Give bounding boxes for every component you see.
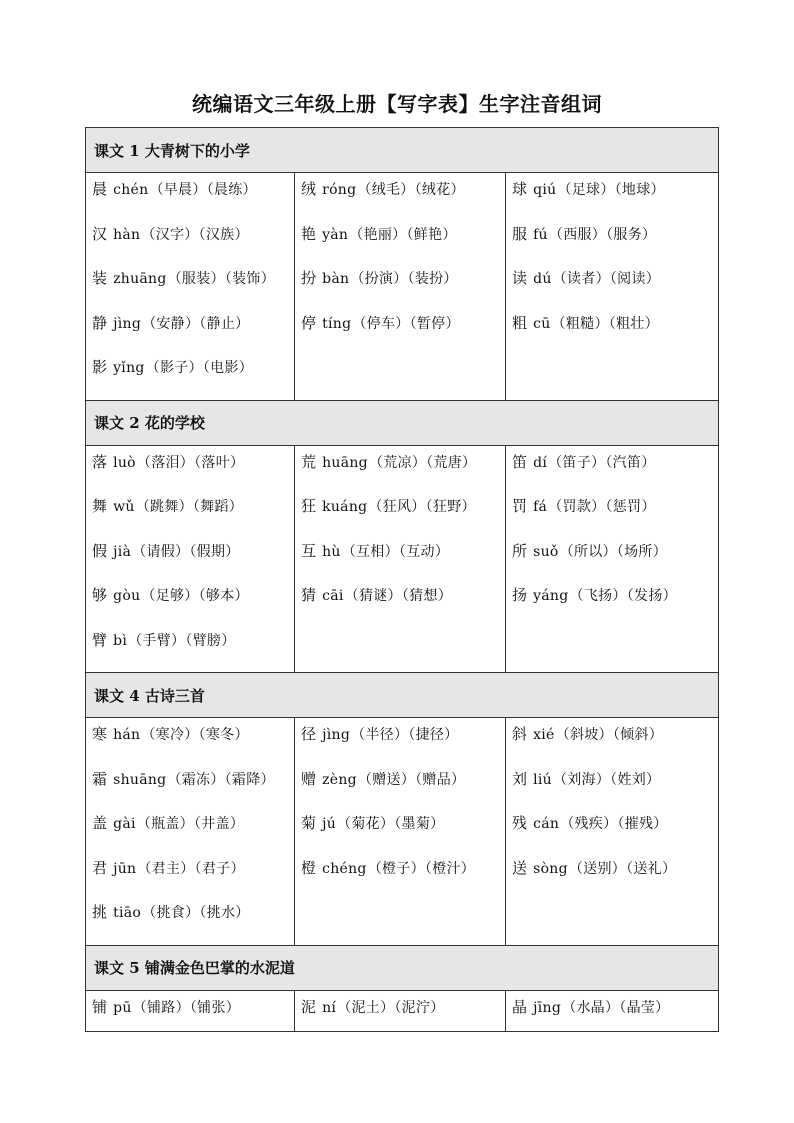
example-words: （送别）（送礼）	[568, 860, 677, 877]
character: 扬	[512, 586, 528, 604]
character: 停	[301, 313, 317, 332]
word-cell	[86, 718, 295, 946]
example-words: （泥土）（泥泞）	[337, 999, 445, 1016]
example-words: （刘海）（姓刘）	[552, 771, 661, 788]
character-entry	[512, 494, 718, 539]
character: 铺	[92, 997, 108, 1016]
example-words: （足够）（够本）	[141, 588, 249, 604]
lesson-body-row	[86, 990, 719, 1031]
example-words: （飞扬）（发扬）	[569, 588, 677, 604]
character-entry	[512, 177, 718, 222]
pinyin: bàn	[322, 271, 350, 287]
character: 够	[92, 586, 108, 604]
word-cell	[506, 990, 719, 1031]
lesson-body-row	[86, 718, 719, 946]
pinyin: kuáng	[322, 499, 368, 515]
pinyin: wǔ	[113, 499, 135, 515]
pinyin: luò	[113, 454, 136, 471]
example-words: （足球）（地球）	[557, 182, 665, 198]
character-entry	[92, 355, 294, 400]
pinyin: dú	[533, 271, 552, 287]
pinyin: ní	[322, 999, 337, 1016]
character-entry	[301, 266, 505, 311]
example-words: （寒冷）（寒冬）	[141, 727, 249, 743]
example-words: （请假）（假期）	[132, 543, 240, 560]
word-cell	[506, 445, 719, 673]
character: 汉	[92, 224, 108, 243]
character: 送	[512, 858, 528, 877]
pinyin: jūn	[113, 860, 137, 877]
lesson-header-row	[86, 673, 719, 718]
word-cell	[506, 173, 719, 401]
character: 互	[301, 541, 317, 560]
character: 罚	[512, 497, 528, 515]
character-entry	[301, 177, 505, 222]
pinyin: hàn	[113, 226, 141, 243]
pinyin: cāi	[322, 588, 344, 604]
example-words: （罚款）（惩罚）	[548, 499, 656, 515]
character-entry	[301, 222, 505, 267]
character-entry	[512, 539, 718, 584]
pinyin: cū	[533, 315, 551, 332]
pinyin: hù	[322, 543, 341, 560]
pinyin: yàn	[322, 226, 349, 243]
character-entry	[301, 811, 505, 856]
character: 扮	[301, 269, 317, 287]
pinyin: shuāng	[113, 771, 167, 788]
character-entry	[92, 583, 294, 628]
character: 猜	[301, 586, 317, 604]
word-cell	[295, 990, 506, 1031]
example-words: （互相）（互动）	[341, 543, 450, 560]
character-entry	[301, 722, 505, 767]
pinyin: liú	[533, 771, 552, 788]
character-entry	[92, 222, 294, 267]
pinyin: róng	[322, 182, 357, 198]
character-entry	[512, 767, 718, 812]
character: 臂	[92, 630, 108, 649]
example-words: （斜坡）（倾斜）	[555, 727, 664, 743]
pinyin: gòu	[113, 588, 141, 604]
pinyin: dí	[533, 454, 548, 471]
example-words: （橙子）（橙汁）	[367, 860, 476, 877]
lesson-heading: 课文 1 大青树下的小学	[86, 128, 719, 173]
character-entry	[301, 583, 505, 628]
example-words: （落泪）（落叶）	[136, 454, 245, 471]
example-words: （瓶盖）（井盖）	[136, 816, 245, 832]
example-words: （绒毛）（绒花）	[357, 182, 465, 198]
page-title: 统编语文三年级上册【写字表】生字注音组词	[192, 92, 602, 116]
example-words: （艳丽）（鲜艳）	[349, 226, 457, 243]
character: 艳	[301, 224, 317, 243]
pinyin: sòng	[533, 860, 568, 877]
character: 径	[301, 725, 317, 743]
lesson-header-row	[86, 945, 719, 990]
character: 静	[92, 313, 108, 332]
example-words: （荒凉）（荒唐）	[368, 454, 477, 471]
character-entry	[92, 767, 294, 812]
example-words: （停车）（暂停）	[352, 315, 460, 332]
example-words: （所以）（场所）	[559, 543, 668, 560]
character-entry	[512, 450, 718, 495]
character: 刘	[512, 769, 528, 788]
example-words: （跳舞）（舞蹈）	[135, 499, 244, 515]
pinyin: fú	[533, 226, 548, 243]
lesson-heading: 课文 4 古诗三首	[86, 673, 719, 718]
example-words: （狂风）（狂野）	[368, 499, 476, 515]
character: 读	[512, 269, 528, 287]
lesson-body-row	[86, 445, 719, 673]
word-cell	[506, 718, 719, 946]
character-entry	[92, 995, 294, 1031]
character: 赠	[301, 769, 317, 788]
character: 盖	[92, 814, 108, 832]
character-entry	[92, 900, 294, 945]
example-words: （手臂）（臂膀）	[128, 632, 236, 649]
character: 狂	[301, 497, 317, 515]
example-words: （挑食）（挑水）	[142, 905, 250, 921]
character: 菊	[301, 814, 317, 832]
character-entry	[512, 856, 718, 901]
character-entry	[512, 722, 718, 767]
character-entry	[301, 856, 505, 901]
character: 假	[92, 541, 108, 560]
example-words: （赠送）（赠品）	[357, 771, 466, 788]
character: 服	[512, 224, 528, 243]
pinyin: jīng	[533, 999, 562, 1016]
pinyin: tiāo	[113, 905, 142, 921]
character-entry	[512, 995, 718, 1031]
word-cell	[86, 173, 295, 401]
example-words: （早晨）（晨练）	[149, 182, 257, 198]
character-entry	[92, 311, 294, 356]
character-entry	[92, 177, 294, 222]
character: 寒	[92, 725, 108, 743]
character: 影	[92, 358, 108, 376]
character-entry	[512, 266, 718, 311]
character: 荒	[301, 452, 317, 471]
pinyin: huāng	[322, 454, 368, 471]
pinyin: fá	[533, 499, 548, 515]
pinyin: qiú	[533, 182, 557, 198]
character: 君	[92, 858, 108, 877]
character-entry	[92, 266, 294, 311]
lesson-heading: 课文 2 花的学校	[86, 400, 719, 445]
character: 所	[512, 541, 528, 560]
character-entry	[301, 995, 505, 1031]
pinyin: zèng	[322, 771, 357, 788]
pinyin: jià	[113, 543, 132, 560]
character: 晶	[512, 997, 528, 1016]
word-cell	[295, 173, 506, 401]
pinyin: jìng	[322, 727, 351, 743]
character-entry	[512, 311, 718, 356]
lesson-header-row	[86, 128, 719, 173]
lesson-header-row	[86, 400, 719, 445]
character: 晨	[92, 180, 108, 198]
example-words: （残疾）（摧残）	[560, 816, 668, 832]
character: 落	[92, 452, 108, 471]
character-entry	[512, 222, 718, 267]
character-entry	[92, 811, 294, 856]
character: 泥	[301, 997, 317, 1016]
example-words: （猜谜）（猜想）	[344, 588, 453, 604]
example-words: （水晶）（晶莹）	[562, 999, 670, 1016]
example-words: （汉字）（汉族）	[141, 226, 249, 243]
character-entry	[512, 583, 718, 628]
character: 装	[92, 269, 108, 287]
example-words: （铺路）（铺张）	[132, 999, 241, 1016]
character: 残	[512, 814, 528, 832]
character-entry	[92, 494, 294, 539]
pinyin: yǐng	[113, 360, 145, 376]
pinyin: hán	[113, 727, 141, 743]
word-table	[85, 127, 719, 1032]
character: 斜	[512, 725, 528, 743]
pinyin: chén	[113, 182, 149, 198]
pinyin: gài	[113, 816, 136, 832]
pinyin: cán	[533, 816, 560, 832]
example-words: （菊花）（墨菊）	[337, 816, 445, 832]
example-words: （影子）（电影）	[145, 360, 254, 376]
character-entry	[512, 811, 718, 856]
pinyin: pū	[113, 999, 132, 1016]
character-entry	[301, 494, 505, 539]
word-cell	[295, 718, 506, 946]
pinyin: jìng	[113, 315, 142, 332]
character-entry	[92, 539, 294, 584]
character-entry	[92, 856, 294, 901]
word-cell	[295, 445, 506, 673]
example-words: （霜冻）（霜降）	[167, 771, 275, 788]
character-entry	[92, 450, 294, 495]
pinyin: suǒ	[533, 543, 559, 560]
example-words: （扮演）（装扮）	[350, 271, 458, 287]
character: 笛	[512, 452, 528, 471]
character: 绒	[301, 180, 317, 198]
example-words: （服装）（装饰）	[167, 271, 276, 287]
character-entry	[301, 767, 505, 812]
character: 挑	[92, 903, 108, 921]
example-words: （粗糙）（粗壮）	[551, 315, 659, 332]
character-entry	[301, 450, 505, 495]
pinyin: xié	[533, 727, 555, 743]
character: 舞	[92, 497, 108, 515]
character: 霜	[92, 769, 108, 788]
character-entry	[301, 311, 505, 356]
example-words: （读者）（阅读）	[552, 271, 661, 287]
character: 粗	[512, 313, 528, 332]
pinyin: chéng	[322, 860, 367, 877]
character-entry	[301, 539, 505, 584]
pinyin: zhuāng	[113, 271, 167, 287]
character: 橙	[301, 858, 317, 877]
word-cell	[86, 990, 295, 1031]
lesson-heading: 课文 5 铺满金色巴掌的水泥道	[86, 945, 719, 990]
example-words: （安静）（静止）	[142, 315, 250, 332]
example-words: （半径）（捷径）	[351, 727, 459, 743]
pinyin: yáng	[533, 588, 569, 604]
character-entry	[92, 628, 294, 673]
example-words: （西服）（服务）	[548, 226, 657, 243]
pinyin: bì	[113, 632, 128, 649]
lesson-body-row	[86, 173, 719, 401]
pinyin: jú	[322, 816, 337, 832]
pinyin: tíng	[322, 315, 352, 332]
example-words: （笛子）（汽笛）	[548, 454, 656, 471]
character: 球	[512, 180, 528, 198]
character-entry	[92, 722, 294, 767]
word-cell	[86, 445, 295, 673]
example-words: （君主）（君子）	[137, 860, 245, 877]
